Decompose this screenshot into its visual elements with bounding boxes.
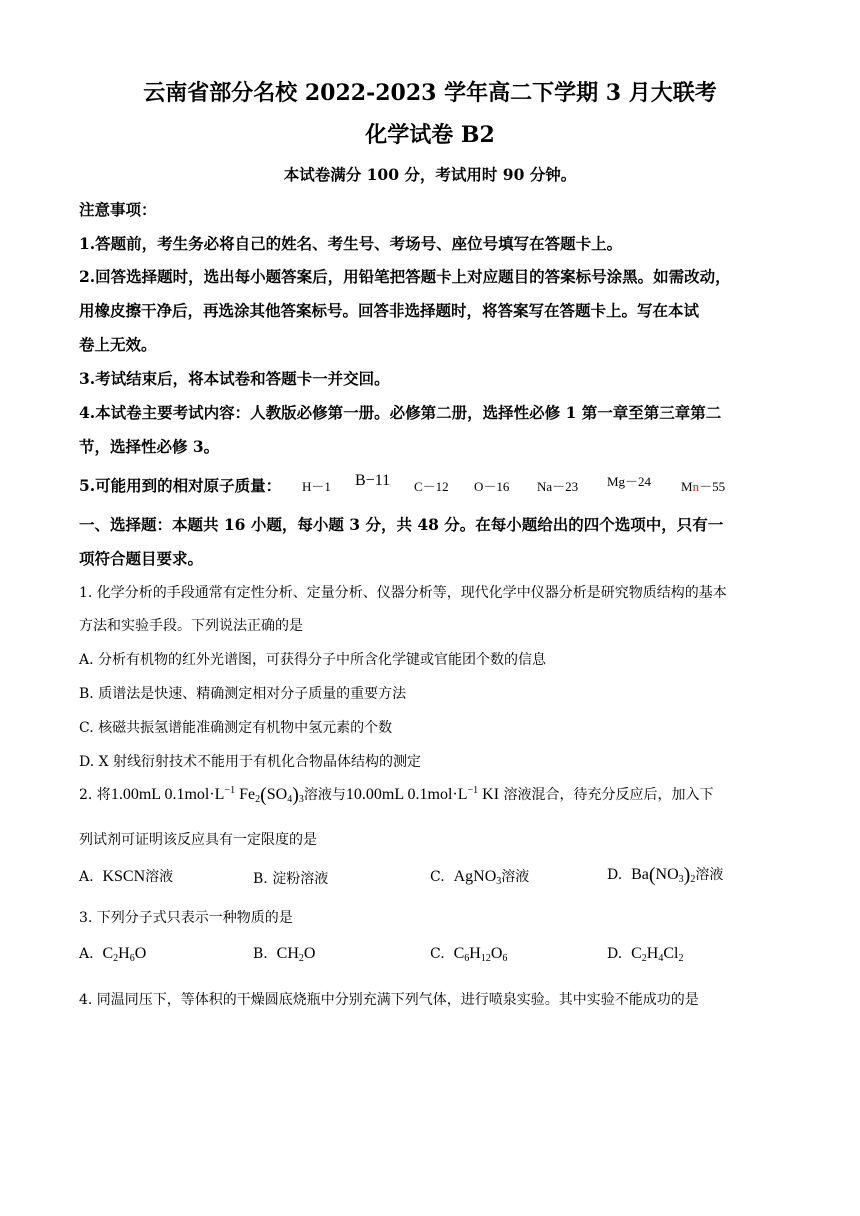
mass-mn: Mn－55 (681, 479, 726, 494)
q3-option-a: A. $C_2H_6O$ (79, 945, 147, 964)
note-4-line2: 节，选择性必修 3。 (79, 437, 220, 456)
mass-b: B−11 (355, 472, 391, 489)
q1-stem-line2: 方法和实验手段。下列说法正确的是 (79, 618, 303, 634)
q2-option-a: A. KSCN溶液 (79, 868, 174, 885)
q1-option-a: A. 分析有机物的红外光谱图，可获得分子中所含化学键或官能团个数的信息 (79, 652, 547, 668)
section-1-line1: 一、选择题：本题共 16 小题，每小题 3 分，共 48 分。在每小题给出的四个选项中，只有一 (79, 515, 724, 534)
q2-option-c: C. AgNO$_3$溶液 (430, 868, 530, 887)
q2-stem-line2: 列试剂可证明该反应具有一定限度的是 (79, 832, 317, 848)
q1-option-d: D. X 射线衍射技术不能用于有机化合物晶体结构的测定 (79, 754, 422, 770)
note-2-line1: 2.回答选择题时，选出每小题答案后，用铅笔把答题卡上对应题目的答案标号涂黑。如需改动， (79, 267, 731, 286)
exam-subtitle: 本试卷满分 100 分，考试用时 90 分钟。 (283, 165, 577, 184)
note-1: 1.答题前，考生务必将自己的姓名、考生号、考场号、座位号填写在答题卡上。 (79, 234, 623, 253)
exam-subject-title: 化学试卷 B2 (365, 122, 495, 148)
mass-mg: Mg－24 (607, 474, 652, 489)
notes-heading: 注意事项： (79, 200, 157, 219)
exam-title: 云南省部分名校 2022-2023 学年高二下学期 3 月大联考 (143, 80, 717, 106)
note-2-line2: 用橡皮擦干净后，再选涂其他答案标号。回答非选择题时，将答案写在答题卡上。写在本试 (79, 301, 700, 320)
q1-stem-line1: 1. 化学分析的手段通常有定性分析、定量分析、仪器分析等，现代化学中仪器分析是研究物质结构的基本 (79, 585, 727, 601)
q3-stem: 3. 下列分子式只表示一种物质的是 (79, 910, 293, 926)
q2-option-b: B. 淀粉溶液 (253, 871, 329, 887)
q2-stem-line1: 2. 将1.00mL $0.1mol\cdot L^{-1}$ $Fe_2(SO_4)_3$溶液与10.00mL $0.1mol\cdot L^{-1}$ KI 溶液混合，待充分反应后，加入下 (79, 784, 714, 806)
q3-option-b: B. $CH_2O$ (253, 945, 316, 964)
q3-option-c: C. $C_6H_{12}O_6$ (430, 945, 508, 964)
note-2-line3: 卷上无效。 (79, 335, 157, 354)
note-5-label: 5.可能用到的相对原子质量： (79, 476, 282, 495)
q1-option-b: B. 质谱法是快速、精确测定相对分子质量的重要方法 (79, 686, 407, 702)
mass-o: O－16 (474, 479, 510, 494)
note-3: 3.考试结束后，将本试卷和答题卡一并交回。 (79, 369, 390, 388)
mass-c: C－12 (414, 479, 449, 494)
q3-option-d: D. $C_2H_4Cl_2$ (607, 945, 684, 964)
note-4-line1: 4.本试卷主要考试内容：人教版必修第一册。必修第二册，选择性必修 1 第一章至第三章第二 (79, 403, 722, 422)
section-1-line2: 项符合题目要求。 (79, 549, 204, 568)
q2-option-d: D. $Ba(NO_3)_2$溶液 (607, 864, 724, 886)
q1-option-c: C. 核磁共振氢谱能准确测定有机物中氢元素的个数 (79, 720, 393, 736)
mass-h: H－1 (302, 479, 331, 494)
mass-na: Na－23 (537, 479, 579, 494)
q4-stem: 4. 同温同压下，等体积的干燥圆底烧瓶中分别充满下列气体，进行喷泉实验。其中实验不能成功的是 (79, 992, 699, 1008)
